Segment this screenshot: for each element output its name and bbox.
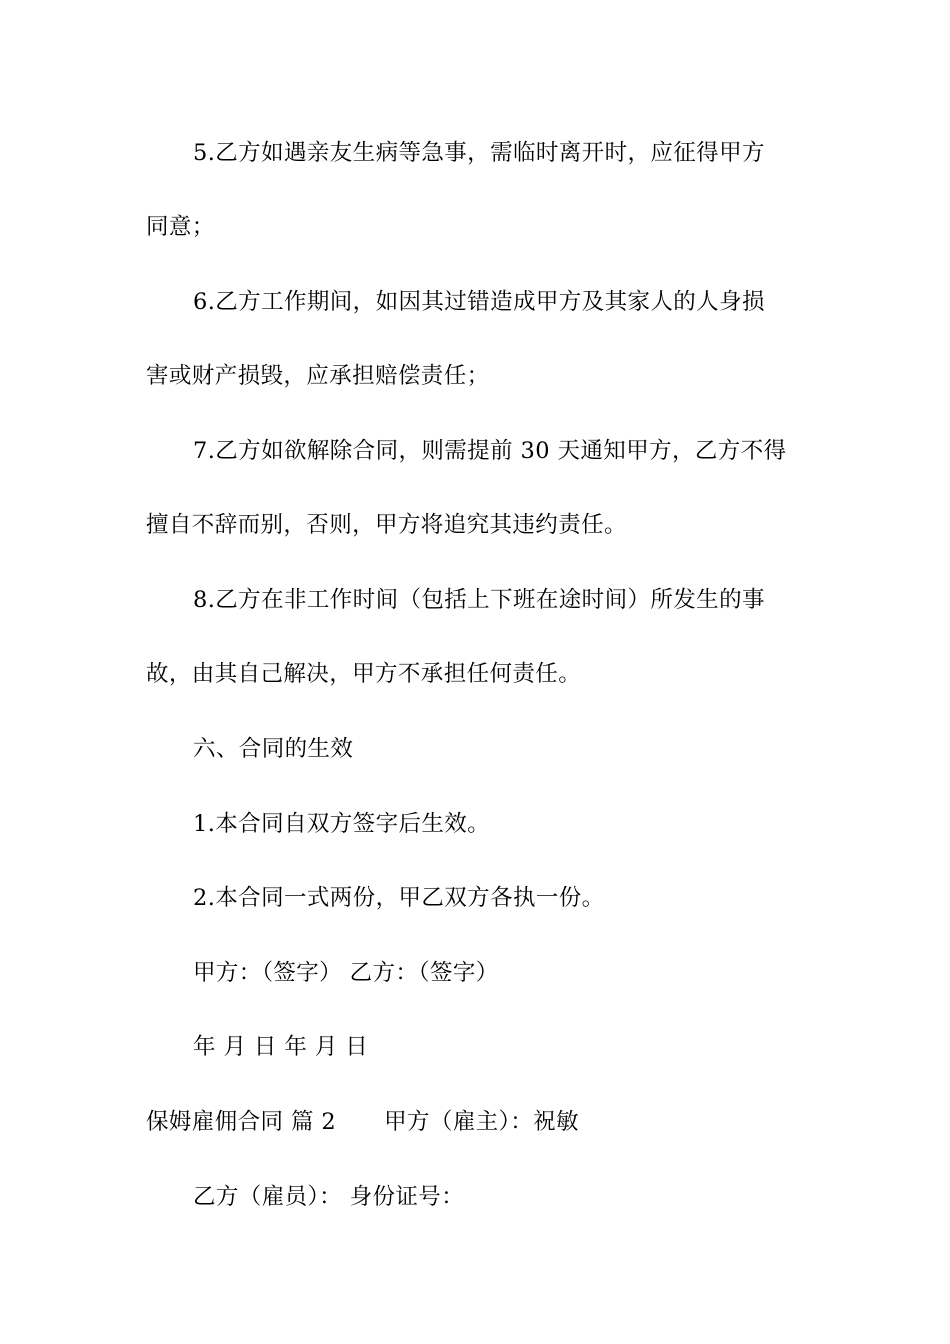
clause-8-line-1: 8.乙方在非工作时间（包括上下班在途时间）所发生的事 xyxy=(193,587,765,613)
effect-clause-2: 2.本合同一式两份，甲乙双方各执一份。 xyxy=(193,885,605,911)
effect-clause-1: 1.本合同自双方签字后生效。 xyxy=(193,811,491,837)
section-six-heading: 六、合同的生效 xyxy=(193,736,354,762)
contract-heading-row xyxy=(146,1107,579,1137)
clause-6-line-1: 6.乙方工作期间，如因其过错造成甲方及其家人的人身损 xyxy=(193,289,765,315)
date-line: 年 月 日 年 月 日 xyxy=(193,1034,369,1060)
clause-5-line-2: 同意； xyxy=(146,214,215,240)
employer-line: 甲方（雇主）：祝敏 xyxy=(384,1109,579,1135)
section-title: 保姆雇佣合同 篇 2 xyxy=(146,1109,337,1135)
employee-line: 乙方（雇员）： 身份证号： xyxy=(193,1184,465,1210)
signature-line: 甲方：（签字） 乙方：（签字） xyxy=(193,960,499,986)
clause-8-line-2: 故，由其自己解决，甲方不承担任何责任。 xyxy=(146,661,582,687)
clause-7-line-2: 擅自不辞而别，否则，甲方将追究其违约责任。 xyxy=(146,512,627,538)
clause-6-line-2: 害或财产损毁，应承担赔偿责任； xyxy=(146,363,490,389)
clause-7-line-1: 7.乙方如欲解除合同，则需提前 30 天通知甲方，乙方不得 xyxy=(193,438,787,464)
clause-5-line-1: 5.乙方如遇亲友生病等急事，需临时离开时，应征得甲方 xyxy=(193,140,765,166)
